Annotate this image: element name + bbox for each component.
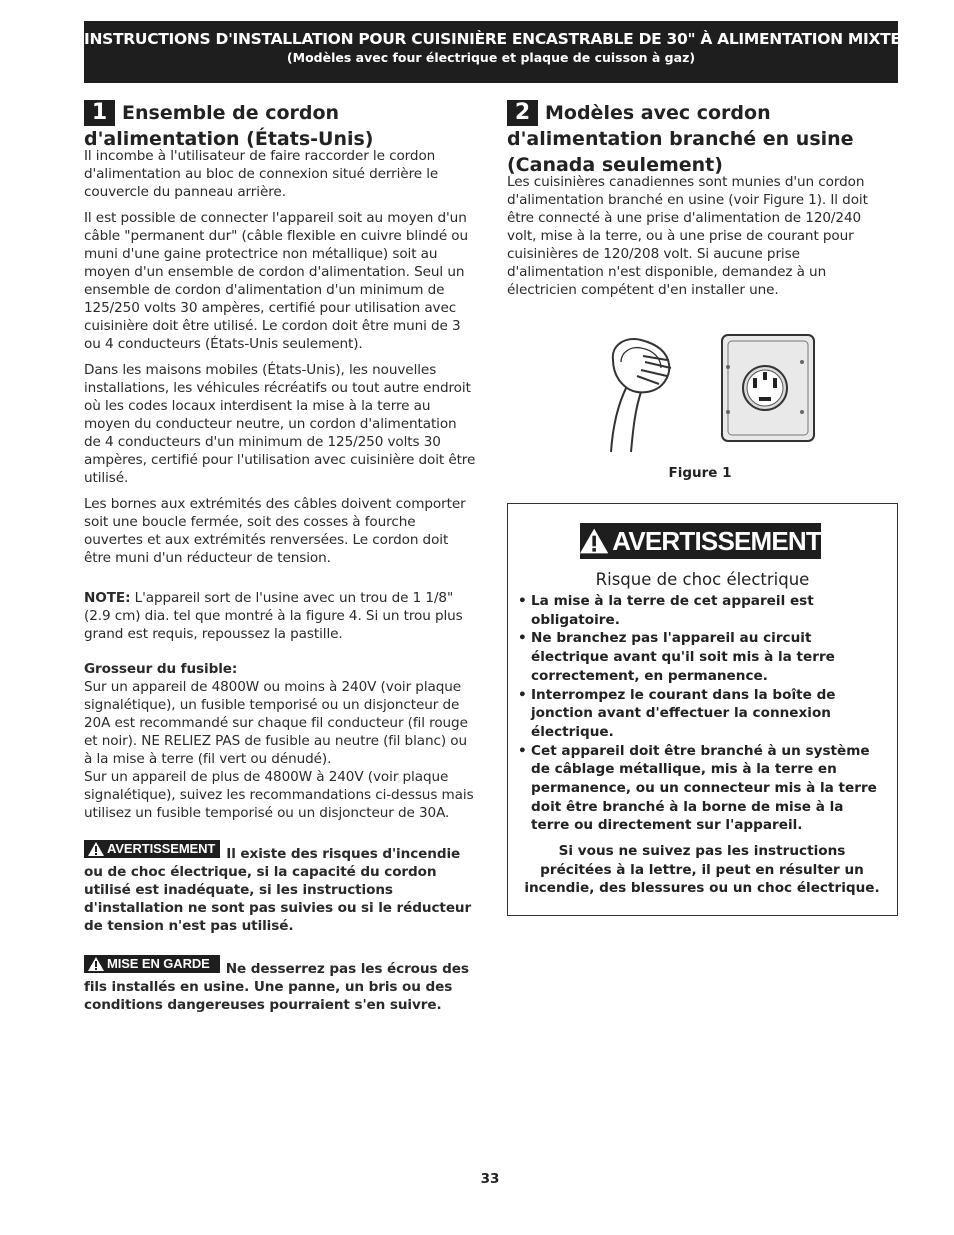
page-number: 33 [480, 1171, 500, 1187]
section-2-title-line1: Modèles avec cordon [545, 102, 771, 124]
paragraph: Les cuisinières canadiennes sont munies d'un cordon d'alimentation branché en usine (voir Figure 1). Il doit être connecté à une prise d'alimentation de 120/240 volt, mise à la terre, ou à une prise de courant pour cuisinières de 120/208 volt. Si aucune prise d'alimentation n'est disponible, demandez à un électricien compétent d'en installer une. [507, 174, 868, 298]
warning-label-text: AVERTISSEMENT [107, 841, 216, 856]
list-item: • La mise à la terre de cet appareil est obligatoire. [518, 592, 886, 629]
warning-banner-text: AVERTISSEMENT [612, 525, 821, 556]
plug-outlet-illustration [597, 332, 817, 454]
header-banner [84, 21, 901, 83]
risk-title: Risque de choc électrique [595, 570, 810, 589]
caution-label-text: MISE EN GARDE [107, 956, 210, 971]
section-1-title [84, 100, 476, 152]
paragraph: Dans les maisons mobiles (États-Unis), les nouvelles installations, les véhicules récréatifs ou tout autre endroit où les codes locaux interdisent la mise à la terre au moyen du conducteur neutre, un cordon d'alimentation de 4 conducteurs d'un minimum de 125/250 volts 30 ampères, certifié pour l'utilisation avec cuisinière doit être utilisé. [84, 362, 476, 486]
section-1 [84, 100, 476, 1022]
section-1-heading [84, 100, 476, 152]
warning-inline-paragraph [84, 840, 476, 935]
caution-label [84, 955, 220, 973]
section-2 [507, 100, 899, 307]
warning-label [84, 840, 220, 858]
paragraph: Sur un appareil de 4800W ou moins à 240V (voir plaque signalétique), un fusible temporisé ou un disjoncteur de 20A est recommandé sur chaque fil conducteur (fil rouge et noir). NE RELIEZ PAS de fusible au neutre (fil blanc) ou à la mise à terre (fil vert ou dénudé). [84, 679, 468, 767]
document-title: INSTRUCTIONS D'INSTALLATION POUR CUISINIÈRE ENCASTRABLE DE 30" À ALIMENTATION MIXTE [84, 30, 901, 48]
document-subtitle: (Modèles avec four électrique et plaque de cuisson à gaz) [286, 50, 696, 65]
section-1-title-line1: Ensemble de cordon [122, 102, 340, 124]
warning-banner [580, 523, 821, 559]
list-item: • Interrompez le courant dans la boîte de jonction avant d'effectuer la connexion électrique. [518, 686, 886, 742]
section-2-title-line3: (Canada seulement) [507, 154, 723, 176]
caution-inline-paragraph [84, 955, 476, 1014]
paragraph: Les bornes aux extrémités des câbles doivent comporter soit une boucle fermée, soit des cosses à fourche ouvertes et aux extrémités renversées. Le cordon doit être muni d'un réducteur de tension. [84, 496, 466, 566]
note-paragraph [84, 589, 476, 643]
figure-caption: Figure 1 [668, 465, 732, 481]
warning-triangle-icon [88, 957, 104, 971]
section-2-title-line2: d'alimentation branché en usine [507, 128, 854, 150]
warning-triangle-icon [88, 842, 104, 856]
warning-list [518, 592, 886, 835]
section-1-title-line2: d'alimentation (États-Unis) [84, 128, 374, 150]
warning-text: Il existe des risques d'incendie ou de choc électrique, si la capacité du cordon utilisé est inadéquate, si les instructions d'installation ne sont pas suivies ou si le réducteur de tension n'est pas utilisé. [84, 846, 472, 934]
warning-box [507, 503, 898, 916]
warning-footer: Si vous ne suivez pas les instructions précitées à la lettre, il peut en résulter un incendie, des blessures ou un choc électrique. [524, 843, 880, 897]
list-item: • Cet appareil doit être branché à un système de câblage métallique, mis à la terre en permanence, ou un connecteur mis à la terre doit être branché à la borne de mise à la terre ou directement sur l'appareil. [518, 742, 886, 836]
caution-text: Ne desserrez pas les écrous des fils installés en usine. Une panne, un bris ou des conditions dangereuses pourraient s'en suivre. [84, 961, 469, 1013]
warning-triangle-icon [580, 527, 608, 555]
fuse-heading: Grosseur du fusible: [84, 661, 238, 677]
paragraph: Il est possible de connecter l'appareil soit au moyen d'un câble "permanent dur" (câble flexible en cuivre blindé ou muni d'une gaine protectrice non métallique) soit au moyen d'un ensemble de cordon d'alimentation. Seul un ensemble de cordon d'alimentation d'un minimum de 125/250 volts 30 ampères, certifié pour utilisation avec cuisinière doit être utilisé. Le cordon doit être muni de 3 ou 4 conducteurs (États-Unis seulement). [84, 210, 469, 352]
section-number-badge: 1 [84, 100, 115, 126]
figure-plug-and-outlet [597, 332, 817, 454]
section-2-title [507, 100, 899, 178]
paragraph: Sur un appareil de plus de 4800W à 240V (voir plaque signalétique), suivez les recommandations ci-dessus mais utilisez un fusible temporisé ou un disjoncteur de 30A. [84, 769, 474, 821]
paragraph: Il incombe à l'utilisateur de faire raccorder le cordon d'alimentation au bloc de connexion situé derrière le couvercle du panneau arrière. [84, 148, 439, 200]
note-label: NOTE: [84, 590, 131, 606]
section-number-badge: 2 [507, 100, 538, 126]
note-text: L'appareil sort de l'usine avec un trou de 1 1/8" (2.9 cm) dia. tel que montré à la figure 4. Si un trou plus grand est requis, repoussez la pastille. [84, 590, 463, 642]
list-item: • Ne branchez pas l'appareil au circuit électrique avant qu'il soit mis à la terre correctement, en permanence. [518, 629, 886, 685]
section-2-heading [507, 100, 899, 178]
